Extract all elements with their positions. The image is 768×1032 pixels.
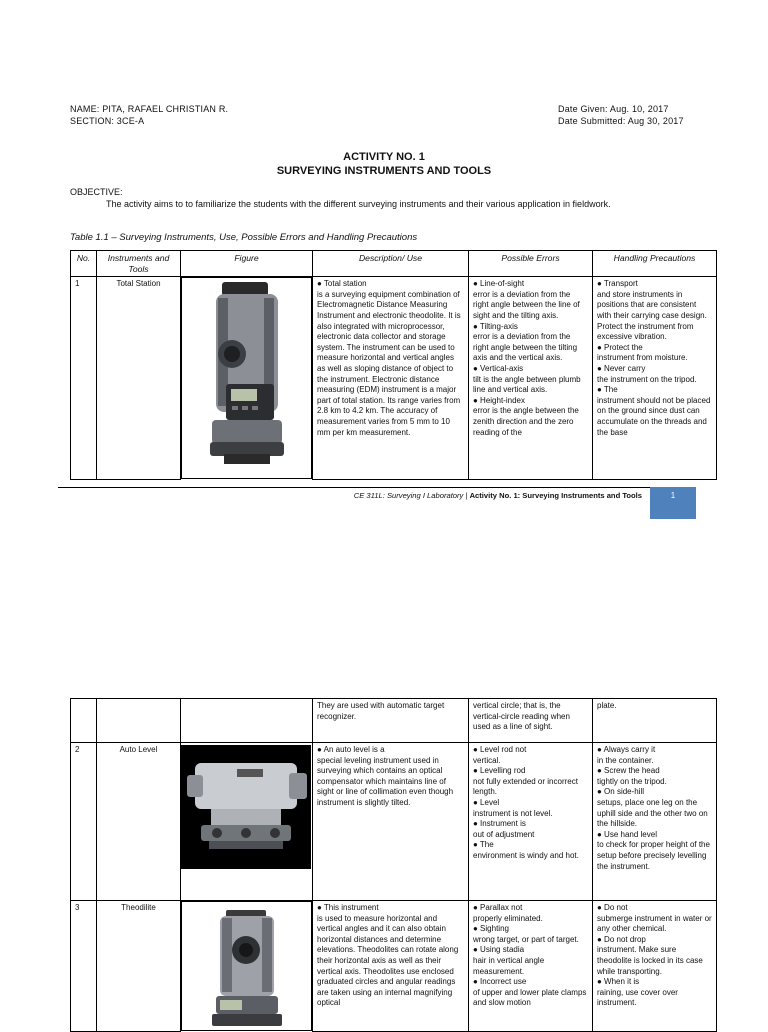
total-station-errors: ● Line-of-sight error is a deviation from the right angle between the line of sight and the tilting axis. ● Tilting-axis error is a deviation from the right angle between the tilting axis and the vertical axis. ● Vertical-axis tilt is the angle between plumb line and vertical axis. ● Height-index error is the angle between the zenith direction and the zero reading of the	[469, 277, 593, 480]
auto-level-description: ● An auto level is a special leveling instrument used in surveying which contains an optical compensator which maintains line of sight or line of collimation even though instrument is slightly tilted.	[313, 743, 469, 901]
col-header-description: Description/ Use	[313, 251, 469, 277]
theodolite-precautions: ● Do not submerge instrument in water or any other chemical. ● Do not drop instrument. Make sure theodolite is locked in its case while transporting. ● When it is raining, use cover over instrument.	[593, 901, 717, 1032]
theodolite-description: ● This instrument is used to measure horizontal and vertical angles and it can also obtain horizontal distances and determine elevations. Theodolites can rotate along their horizontal axis as well as their vertical axis. Theodolites use enclosed graduated circles and angular readings are taken using an internal magnifying optical	[313, 901, 469, 1032]
objective-text: The activity aims to to familiarize the students with the different surveying instruments and their various application in fieldwork.	[106, 199, 611, 209]
date-submitted: Date Submitted: Aug 30, 2017	[558, 116, 684, 126]
instruments-table-continued	[70, 698, 717, 1032]
footer-separator: |	[463, 491, 470, 500]
table-row	[71, 901, 717, 1032]
auto-level-image	[181, 745, 311, 869]
row-number: 1	[71, 277, 97, 480]
auto-level-figure	[181, 743, 313, 901]
row-number: 3	[71, 901, 97, 1032]
continued-precautions: plate.	[593, 699, 717, 743]
col-header-precautions: Handling Precautions	[593, 251, 717, 277]
theodolite-figure	[181, 901, 312, 1031]
page-footer	[250, 491, 642, 500]
instrument-name: Total Station	[97, 277, 181, 480]
continued-errors: vertical circle; that is, the vertical-circle reading when used as a line of sight.	[469, 699, 593, 743]
table-row	[71, 743, 717, 901]
student-name: NAME: PITA, RAFAEL CHRISTIAN R.	[70, 104, 229, 114]
activity-title: SURVEYING INSTRUMENTS AND TOOLS	[276, 165, 492, 177]
instruments-table	[70, 250, 717, 480]
col-header-no: No.	[71, 251, 97, 277]
activity-number: ACTIVITY NO. 1	[343, 151, 425, 163]
row-number: 2	[71, 743, 97, 901]
footer-rule	[58, 487, 668, 488]
theodolite-image	[202, 904, 292, 1028]
student-section: SECTION: 3CE-A	[70, 116, 145, 126]
continued-description: They are used with automatic target recognizer.	[313, 699, 469, 743]
continued-figure	[181, 699, 313, 743]
date-given: Date Given: Aug. 10, 2017	[558, 104, 669, 114]
auto-level-errors: ● Level rod not vertical. ● Levelling rod not fully extended or incorrect length. ● Level instrument is not level. ● Instrument is out of adjustment ● The environment is windy and hot.	[469, 743, 593, 901]
col-header-instrument: Instruments and Tools	[97, 251, 181, 277]
continued-no	[71, 699, 97, 743]
instrument-name: Theodilite	[97, 901, 181, 1032]
page-number-box	[650, 487, 696, 519]
table-header-row	[71, 251, 717, 277]
table-row	[71, 277, 717, 480]
instrument-name: Auto Level	[97, 743, 181, 901]
theodolite-errors: ● Parallax not properly eliminated. ● Sighting wrong target, or part of target. ● Using stadia hair in vertical angle measurement. ● Incorrect use of upper and lower plate clamps and slow motion	[469, 901, 593, 1032]
table-caption: Table 1.1 – Surveying Instruments, Use, Possible Errors and Handling Precautions	[70, 232, 418, 243]
page-number: 1	[670, 491, 676, 500]
table-row	[71, 699, 717, 743]
total-station-description: ● Total station is a surveying equipment combination of Electromagnetic Distance Measuring Instrument and electronic theodolite. It is also integrated with microprocessor, electronic data collector and storage system. The instrument can be used to measure horizontal and vertical angles as well as sloping distance of object to the instrument. Electronic distance measuring (EDM) instrument is a major part of total station. Its range varies from 2.8 km to 4.2 km. The accuracy of measurement varies from 5 mm to 10 mm per km measurement.	[313, 277, 469, 480]
footer-activity: Activity No. 1: Surveying Instruments and Tools	[469, 491, 642, 500]
auto-level-precautions: ● Always carry it in the container. ● Screw the head tightly on the tripod. ● On side-hill setups, place one leg on the uphill side and the other two on the hillside. ● Use hand level to check for proper height of the setup before precisely levelling the instrument.	[593, 743, 717, 901]
col-header-figure: Figure	[181, 251, 313, 277]
footer-course: CE 311L: Surveying I Laboratory	[353, 491, 464, 500]
total-station-figure	[181, 277, 312, 479]
continued-name	[97, 699, 181, 743]
total-station-image	[202, 280, 292, 476]
objective-label: OBJECTIVE:	[70, 187, 123, 197]
col-header-errors: Possible Errors	[469, 251, 593, 277]
total-station-precautions: ● Transport and store instruments in positions that are consistent with their carrying case design. Protect the instrument from excessive vibration. ● Protect the instrument from moisture. ● Never carry the instrument on the tripod. ● The instrument should not be placed on the ground since dust can accumulate on the threads and the base	[593, 277, 717, 480]
